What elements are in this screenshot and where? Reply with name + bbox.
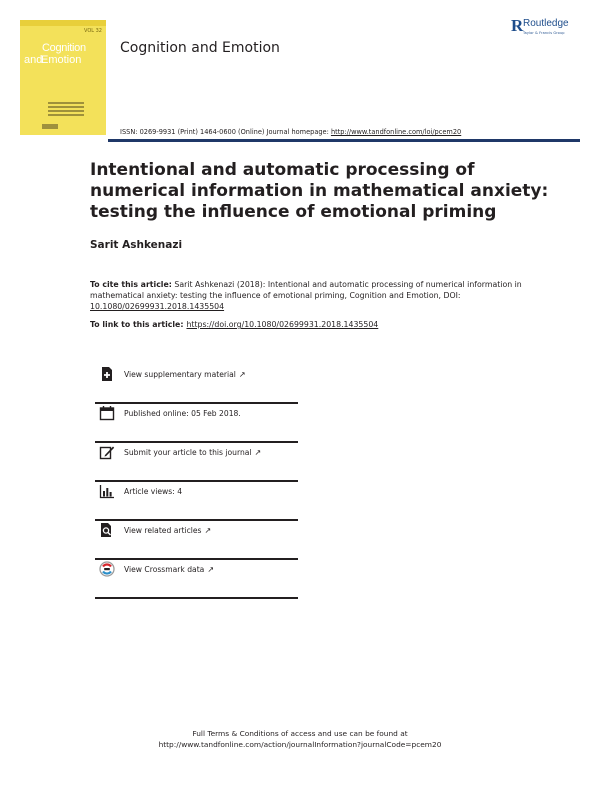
journal-homepage-link[interactable]: http://www.tandfonline.com/loi/pcem20 [330,128,462,136]
external-link-icon: ↗ [238,370,246,379]
header-rule [108,139,580,142]
publisher-logo [511,16,591,46]
related-articles-label: View related articles [124,526,202,535]
issn-line [120,128,461,136]
citation-label: To cite this article: [90,280,172,289]
footer-terms-link[interactable]: http://www.tandfonline.com/action/journalInformation?journalCode=pcem20 [158,740,442,749]
cover-title-line2: Emotion [41,54,82,66]
link-row [90,320,378,329]
article-doi-link[interactable]: https://doi.org/10.1080/02699931.2018.1435504 [186,320,379,329]
publisher-tagline: Taylor & Francis Group [523,31,565,35]
related-articles-row[interactable] [95,521,298,560]
published-online-label: Published online: 05 Feb 2018. [124,409,241,418]
crossmark-label: View Crossmark data [124,565,205,574]
cover-publisher-mark [42,124,58,129]
link-label: To link to this article: [90,320,184,329]
article-title: Intentional and automatic processing of numerical information in mathematical anxiety: testing the influence of emotional priming [90,160,549,222]
search-document-icon [99,522,115,538]
plus-document-icon [99,366,115,382]
routledge-r-icon: R [511,16,524,35]
bar-chart-icon [99,483,115,499]
journal-cover-image [20,20,106,135]
external-link-icon: ↗ [207,565,215,574]
citation-text: Sarit Ashkenazi (2018): Intentional and automatic processing of numerical information in mathematical anxiety: testing the influence of emotional priming, Cognition and Emotion, DOI: [90,280,522,300]
article-views-row [95,482,298,521]
cover-title-and: and [24,54,43,66]
supplementary-material-label: View supplementary material [124,370,236,379]
crossmark-row[interactable] [95,560,298,599]
edit-icon [99,444,115,460]
issn-text: ISSN: 0269-9931 (Print) 1464-0600 (Online) Journal homepage: [120,128,331,136]
journal-title[interactable]: Cognition and Emotion [120,40,280,56]
submit-article-row[interactable] [95,443,298,482]
published-online-row [95,404,298,443]
article-author: Sarit Ashkenazi [90,239,183,251]
crossmark-icon [99,561,115,577]
external-link-icon: ↗ [204,526,212,535]
citation-block [90,279,570,312]
submit-article-label: Submit your article to this journal [124,448,252,457]
cover-top-bar [20,20,106,26]
cover-issue-tag: VOL 32 [83,28,102,34]
cover-text-lines [48,102,84,118]
citation-doi-link[interactable]: 10.1080/02699931.2018.1435504 [90,302,225,311]
cover-title-line1: Cognition [42,42,86,54]
footer [0,728,600,750]
supplementary-material-row[interactable] [95,365,298,404]
calendar-icon [99,405,115,421]
footer-terms-text: Full Terms & Conditions of access and use can be found at [192,729,408,738]
external-link-icon: ↗ [254,448,262,457]
publisher-name: Routledge [523,18,569,29]
article-views-label: Article views: 4 [124,487,183,496]
